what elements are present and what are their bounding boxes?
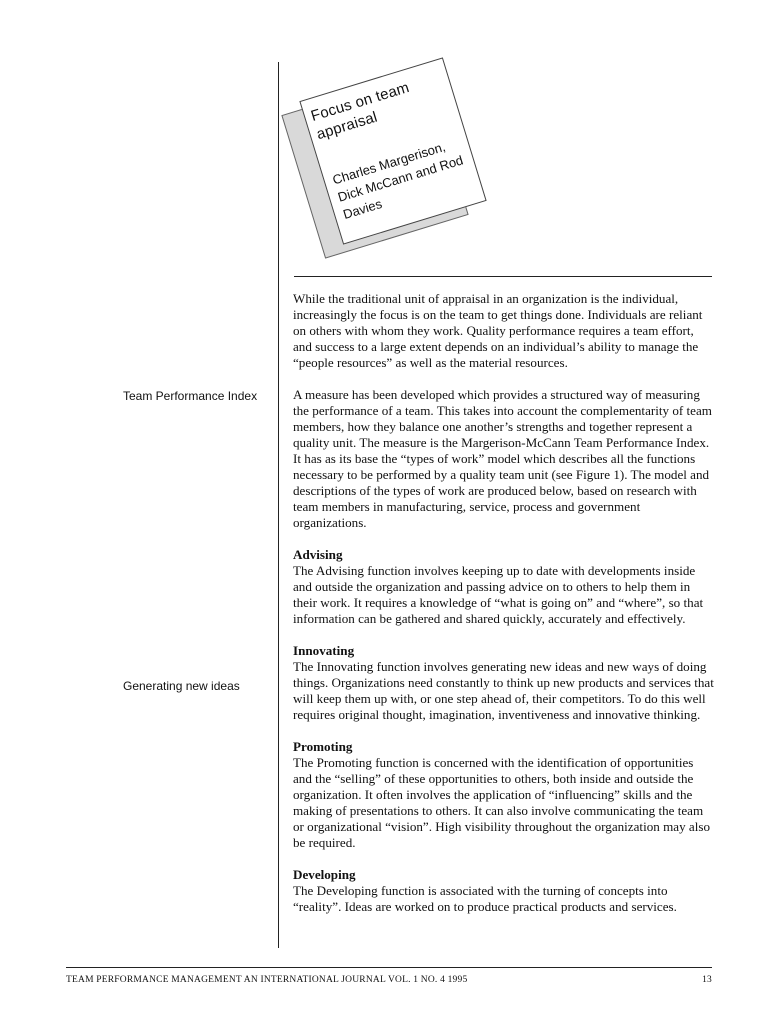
promoting-heading: Promoting <box>293 739 353 754</box>
page-footer <box>66 975 712 985</box>
column-divider <box>278 62 279 948</box>
journal-citation: TEAM PERFORMANCE MANAGEMENT AN INTERNATIONAL JOURNAL VOL. 1 NO. 4 1995 <box>66 975 468 985</box>
article-body <box>293 291 715 931</box>
margin-note-generating-new-ideas: Generating new ideas <box>123 679 240 693</box>
developing-heading: Developing <box>293 867 356 882</box>
measure-paragraph: A measure has been developed which provides a structured way of measuring the performance of a team. This takes into account the complementarity of team members, how they balance one another’s strengths and together represent a quality unit. The measure is the Margerison-McCann Team Performance Index. It has as its base the “types of work” model which describes all the functions necessary to be performed by a quality team unit (see Figure 1). The model and descriptions of the types of work are produced below, based on research with team members in manufacturing, service, process and government organizations. <box>293 387 712 530</box>
advising-heading: Advising <box>293 547 343 562</box>
advising-paragraph: The Advising function involves keeping up to date with developments inside and outside the organization and passing advice on to others to help them in their work. It requires a knowledge of “what is going on” and “where”, so that information can be gathered and shared quickly, accurately and effectively. <box>293 563 704 626</box>
intro-paragraph: While the traditional unit of appraisal in an organization is the individual, increasingly the focus is on the team to get things done. Individuals are reliant on others with whom they work. Quality performance requires a team effort, and success to a large extent depends on an individual’s ability to manage the “people resources” as well as the material resources. <box>293 291 703 370</box>
innovating-paragraph: The Innovating function involves generating new ideas and new ways of doing things. Organizations need constantly to think up new products and services that will keep them up with, or one step ahead of, their competitors. To do this well requires original thought, imagination, inventiveness and innovative thinking. <box>293 659 714 722</box>
header-rule <box>294 276 712 277</box>
developing-paragraph: The Developing function is associated with the turning of concepts into “reality”. Ideas are worked on to produce practical products and services. <box>293 883 677 914</box>
article-authors: Charles Margerison, Dick McCann and Rod Davies <box>330 138 465 222</box>
page-number: 13 <box>702 975 712 985</box>
promoting-paragraph: The Promoting function is concerned with the identification of opportunities and the “selling” of these opportunities to others, both inside and outside the organization. It often involves the application of “influencing” skills and the making of presentations to others. It can also involve communicating the team or organizational “vision”. High visibility throughout the organization may also be required. <box>293 755 710 850</box>
article-title: Focus on team appraisal <box>308 78 412 144</box>
margin-note-team-performance-index: Team Performance Index <box>123 389 258 403</box>
innovating-heading: Innovating <box>293 643 355 658</box>
footer-rule <box>66 967 712 968</box>
